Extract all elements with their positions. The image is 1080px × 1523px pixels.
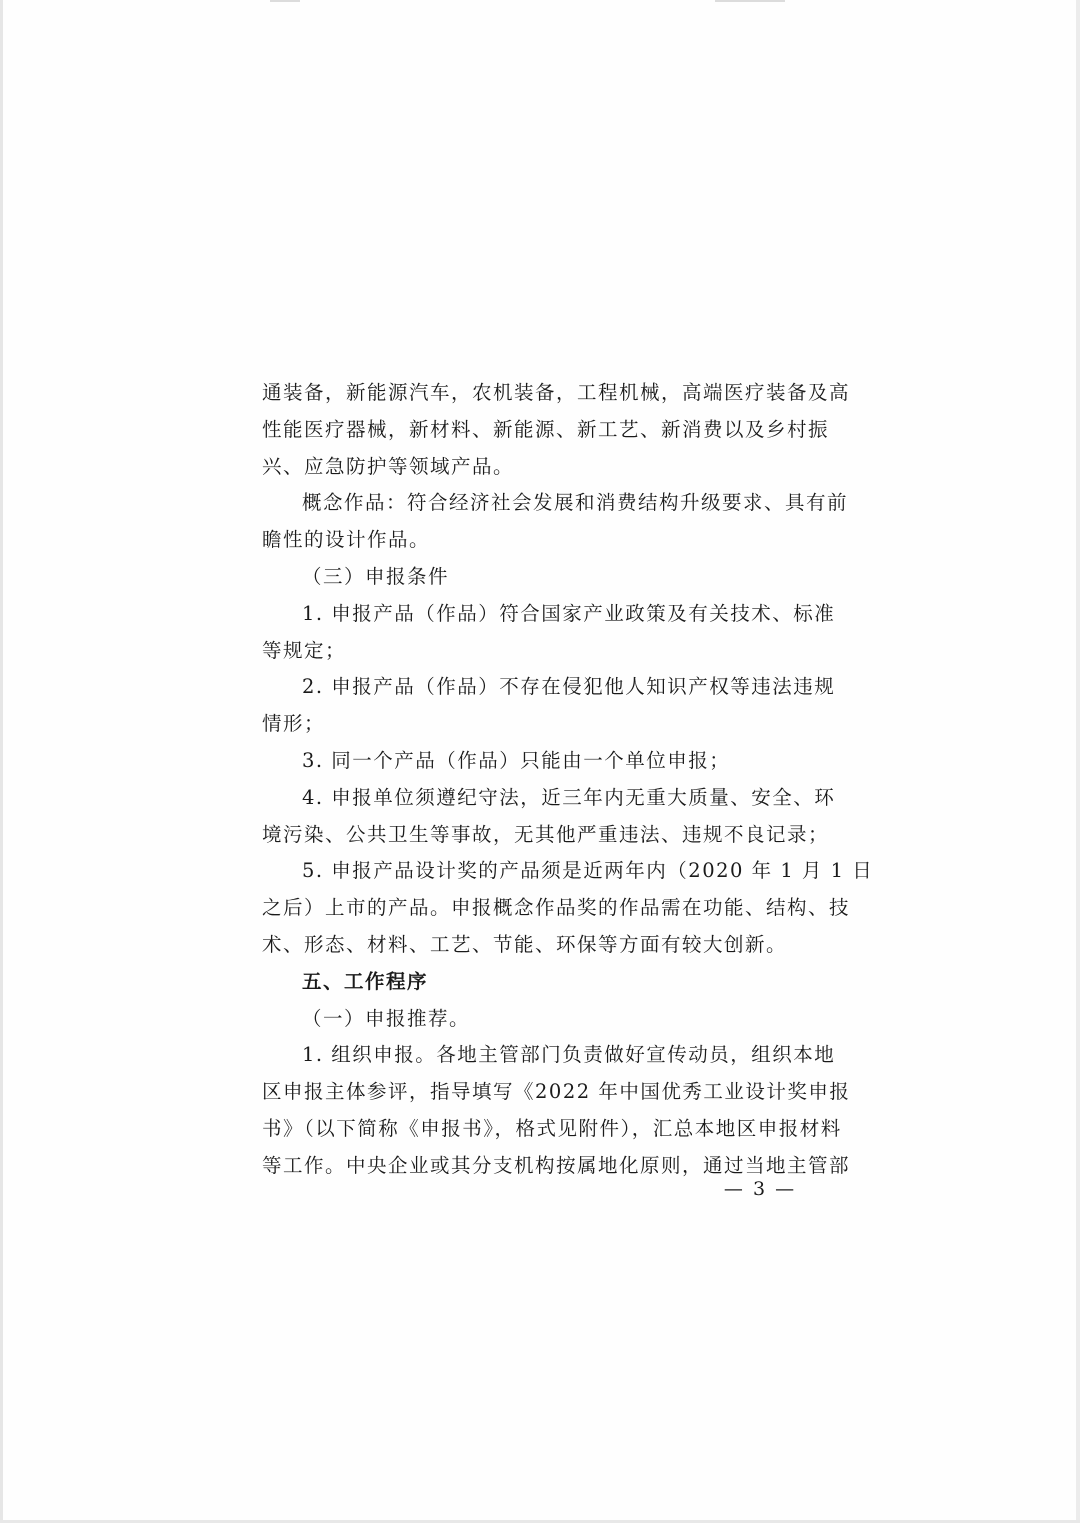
document-body bbox=[262, 375, 874, 1185]
text-line: 3. 同一个产品（作品）只能由一个单位申报； bbox=[302, 748, 731, 772]
text-line: 之后）上市的产品。申报概念作品奖的作品需在功能、结构、技 bbox=[262, 896, 851, 920]
text-line: 1. 申报产品（作品）符合国家产业政策及有关技术、标准 bbox=[302, 601, 836, 625]
text-line: 通装备，新能源汽车，农机装备，工程机械，高端医疗装备及高 bbox=[262, 381, 851, 404]
text-line: 2. 申报产品（作品）不存在侵犯他人知识产权等违法违规 bbox=[302, 675, 836, 699]
scan-top-mark bbox=[715, 0, 785, 2]
text-line: 5. 申报产品设计奖的产品须是近两年内（2020 年 1 月 1 日 bbox=[302, 859, 874, 883]
scan-edge-left bbox=[0, 0, 3, 1523]
text-line: 概念作品：符合经济社会发展和消费结构升级要求、具有前 bbox=[302, 491, 849, 515]
section-heading: （一）申报推荐。 bbox=[302, 1006, 471, 1030]
page-number: — 3 — bbox=[723, 1178, 797, 1200]
text-line: 等规定； bbox=[262, 638, 347, 662]
text-line: 4. 申报单位须遵纪守法，近三年内无重大质量、安全、环 bbox=[302, 785, 836, 809]
text-line: 区申报主体参评，指导填写《2022 年中国优秀工业设计奖申报 bbox=[262, 1080, 851, 1104]
scan-top-mark bbox=[270, 0, 300, 2]
section-heading: （三）申报条件 bbox=[302, 564, 450, 588]
text-line: 境污染、公共卫生等事故，无其他严重违法、违规不良记录； bbox=[262, 822, 830, 846]
text-line: 瞻性的设计作品。 bbox=[262, 528, 431, 552]
text-line: 等工作。中央企业或其分支机构按属地化原则，通过当地主管部 bbox=[262, 1153, 851, 1177]
text-line: 书》（以下简称《申报书》，格式见附件），汇总本地区申报材料 bbox=[262, 1116, 842, 1140]
text-line: 情形； bbox=[262, 712, 326, 736]
text-line: 1. 组织申报。各地主管部门负责做好宣传动员，组织本地 bbox=[302, 1043, 836, 1067]
text-line: 兴、应急防护等领域产品。 bbox=[262, 454, 515, 478]
text-line: 术、形态、材料、工艺、节能、环保等方面有较大创新。 bbox=[262, 932, 788, 956]
chapter-heading: 五、工作程序 bbox=[302, 969, 429, 993]
scan-edge-right bbox=[1076, 0, 1080, 1523]
text-line: 性能医疗器械，新材料、新能源、新工艺、新消费以及乡村振 bbox=[262, 417, 830, 441]
